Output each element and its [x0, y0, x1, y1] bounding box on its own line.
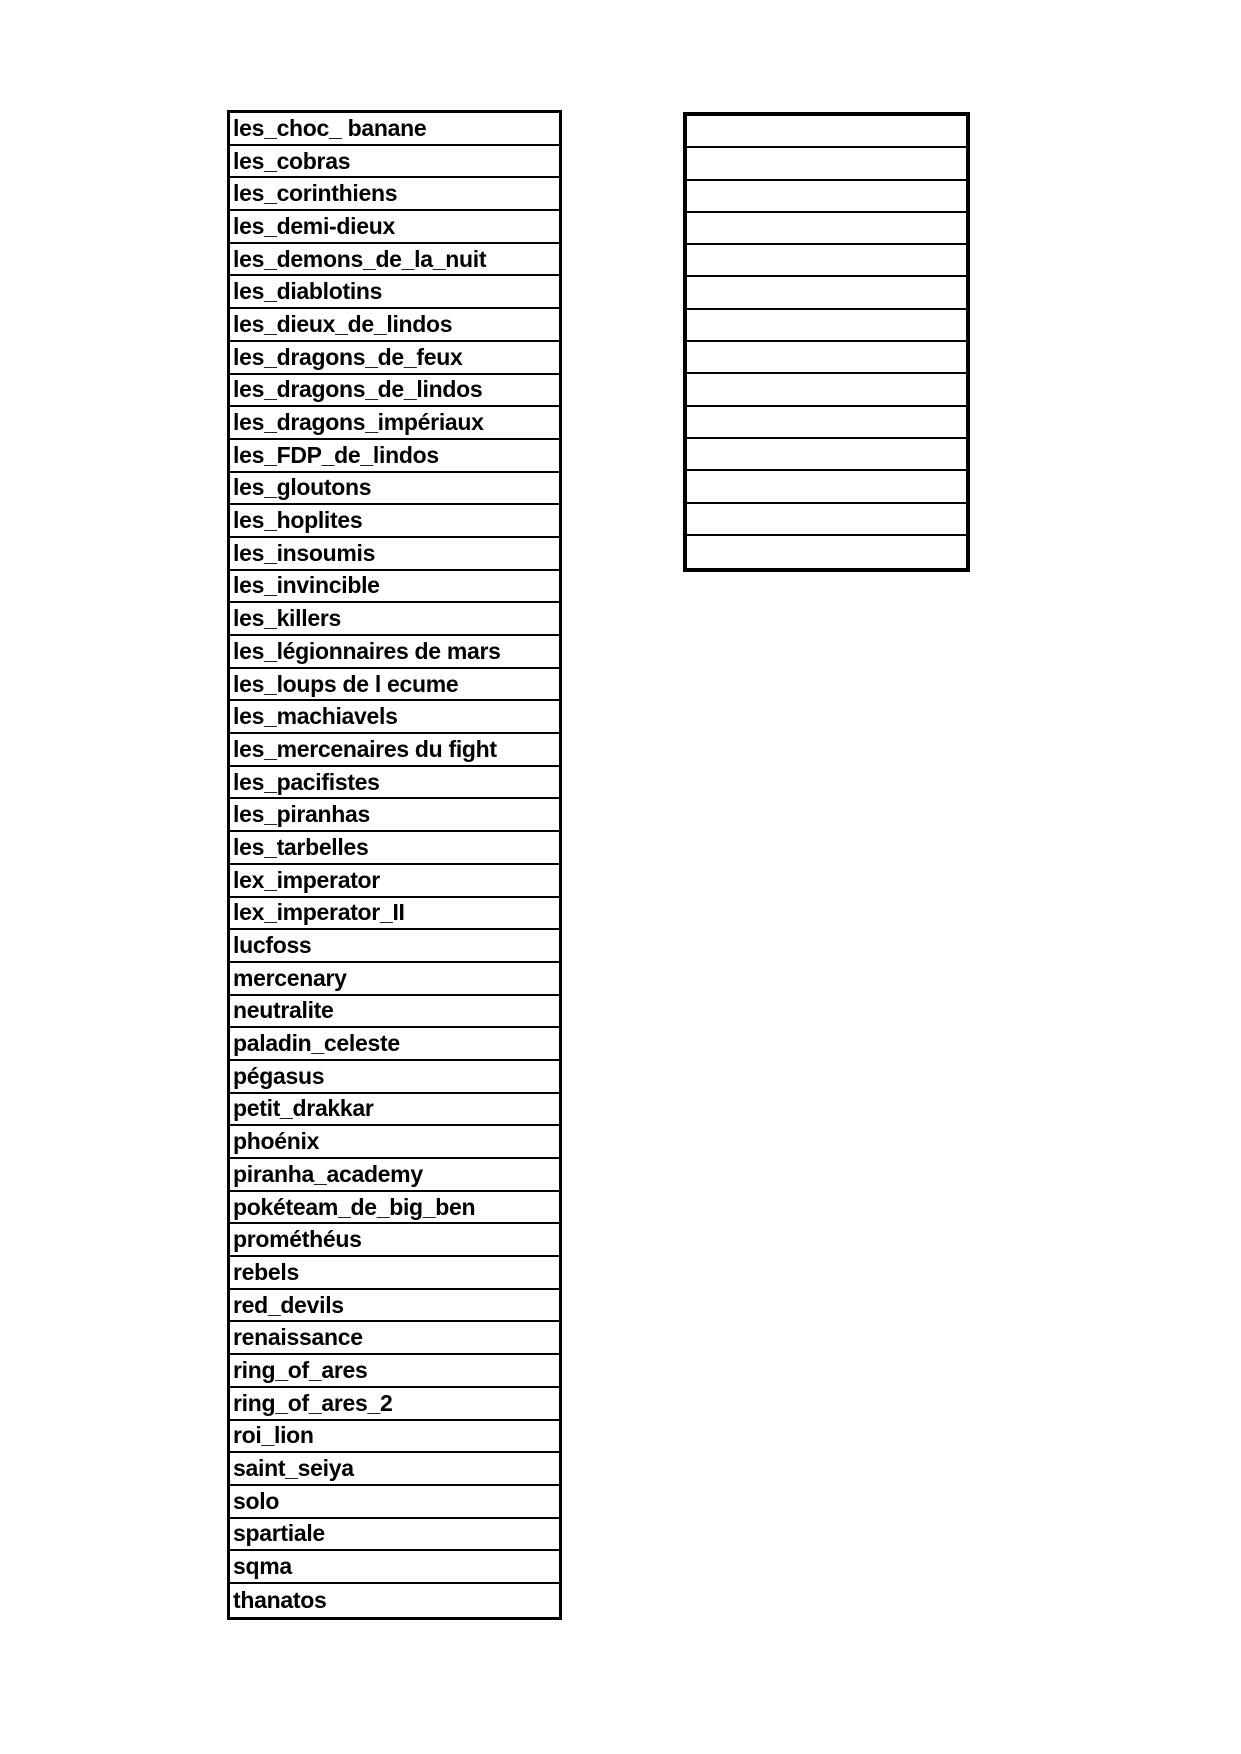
- table-row: [687, 374, 966, 406]
- table-row: [230, 571, 559, 604]
- team-name: les_cobras: [233, 147, 351, 174]
- team-name: les_dieux_de_lindos: [233, 310, 453, 337]
- team-name: les_dragons_de_feux: [233, 343, 463, 370]
- table-row: [230, 538, 559, 571]
- team-name: les_demons_de_la_nuit: [233, 245, 487, 272]
- team-name: les_killers: [233, 605, 341, 632]
- table-row: [230, 1094, 559, 1127]
- table-row: [230, 1388, 559, 1421]
- table-row: [687, 213, 966, 245]
- team-name: mercenary: [233, 964, 347, 991]
- table-row: [230, 244, 559, 277]
- table-row: [230, 865, 559, 898]
- team-name: pégasus: [233, 1062, 325, 1089]
- table-row: [230, 1061, 559, 1094]
- table-row: [687, 407, 966, 439]
- team-name: les_corinthiens: [233, 180, 398, 207]
- team-name: ring_of_ares_2: [233, 1389, 393, 1416]
- team-name: piranha_academy: [233, 1160, 423, 1187]
- table-row: [230, 113, 559, 146]
- table-row: [230, 799, 559, 832]
- table-row: [687, 536, 966, 568]
- table-row: [230, 146, 559, 179]
- team-name: rebels: [233, 1258, 299, 1285]
- team-name: lex_imperator: [233, 866, 380, 893]
- table-row: [687, 342, 966, 374]
- team-name: pokéteam_de_big_ben: [233, 1193, 476, 1220]
- team-list-table: [227, 110, 562, 1620]
- table-row: [230, 996, 559, 1029]
- team-name: solo: [233, 1487, 280, 1514]
- team-name: thanatos: [233, 1586, 327, 1613]
- team-name: paladin_celeste: [233, 1030, 400, 1057]
- team-name: lucfoss: [233, 932, 312, 959]
- team-name: spartiale: [233, 1520, 325, 1547]
- table-row: [230, 1584, 559, 1617]
- team-name: les_dragons_impériaux: [233, 409, 484, 436]
- table-row: [230, 276, 559, 309]
- table-row: [230, 603, 559, 636]
- team-name: les_FDP_de_lindos: [233, 441, 439, 468]
- team-name: les_machiavels: [233, 703, 398, 730]
- team-name: renaissance: [233, 1324, 363, 1351]
- team-name: les_insoumis: [233, 539, 376, 566]
- table-row: [230, 963, 559, 996]
- team-name: les_pacifistes: [233, 768, 380, 795]
- team-name: les_piranhas: [233, 801, 371, 828]
- table-row: [230, 1519, 559, 1552]
- table-row: [230, 178, 559, 211]
- table-row: [230, 342, 559, 375]
- team-name: les_invincible: [233, 572, 380, 599]
- table-row: [230, 1290, 559, 1323]
- table-row: [230, 1486, 559, 1519]
- table-row: [230, 898, 559, 931]
- table-row: [230, 309, 559, 342]
- team-name: les_tarbelles: [233, 833, 369, 860]
- team-name: les_légionnaires de mars: [233, 637, 501, 664]
- table-row: [230, 734, 559, 767]
- team-name: lex_imperator_II: [233, 899, 405, 926]
- table-row: [230, 1126, 559, 1159]
- table-row: [687, 116, 966, 148]
- team-name: les_gloutons: [233, 474, 372, 501]
- table-row: [230, 1453, 559, 1486]
- table-row: [230, 505, 559, 538]
- team-name: ring_of_ares: [233, 1356, 368, 1383]
- team-name: phoénix: [233, 1128, 320, 1155]
- team-name: les_dragons_de_lindos: [233, 376, 483, 403]
- table-row: [230, 1551, 559, 1584]
- table-row: [230, 1192, 559, 1225]
- table-row: [687, 277, 966, 309]
- team-name: roi_lion: [233, 1422, 314, 1449]
- table-row: [230, 473, 559, 506]
- table-row: [687, 245, 966, 277]
- table-row: [230, 1224, 559, 1257]
- table-row: [230, 767, 559, 800]
- team-name: les_hoplites: [233, 507, 363, 534]
- table-row: [230, 701, 559, 734]
- table-row: [230, 636, 559, 669]
- table-row: [230, 669, 559, 702]
- table-row: [687, 439, 966, 471]
- table-row: [687, 181, 966, 213]
- table-row: [230, 1159, 559, 1192]
- team-name: sqma: [233, 1553, 292, 1580]
- team-name: neutralite: [233, 997, 334, 1024]
- table-row: [230, 1028, 559, 1061]
- table-row: [687, 471, 966, 503]
- team-name: les_diablotins: [233, 278, 383, 305]
- table-row: [230, 832, 559, 865]
- table-row: [687, 148, 966, 180]
- team-name: prométhéus: [233, 1226, 362, 1253]
- team-name: saint_seiya: [233, 1455, 354, 1482]
- team-name: les_choc_ banane: [233, 114, 427, 141]
- table-row: [230, 375, 559, 408]
- table-row: [230, 1257, 559, 1290]
- table-row: [230, 440, 559, 473]
- team-name: les_loups de l ecume: [233, 670, 459, 697]
- team-name: petit_drakkar: [233, 1095, 374, 1122]
- table-row: [230, 1355, 559, 1388]
- table-row: [230, 1322, 559, 1355]
- table-row: [687, 310, 966, 342]
- empty-table: [683, 112, 970, 572]
- table-row: [230, 211, 559, 244]
- team-name: les_demi-dieux: [233, 212, 395, 239]
- table-row: [230, 407, 559, 440]
- table-row: [230, 930, 559, 963]
- table-row: [687, 504, 966, 536]
- team-name: red_devils: [233, 1291, 344, 1318]
- table-row: [230, 1421, 559, 1454]
- team-name: les_mercenaires du fight: [233, 735, 497, 762]
